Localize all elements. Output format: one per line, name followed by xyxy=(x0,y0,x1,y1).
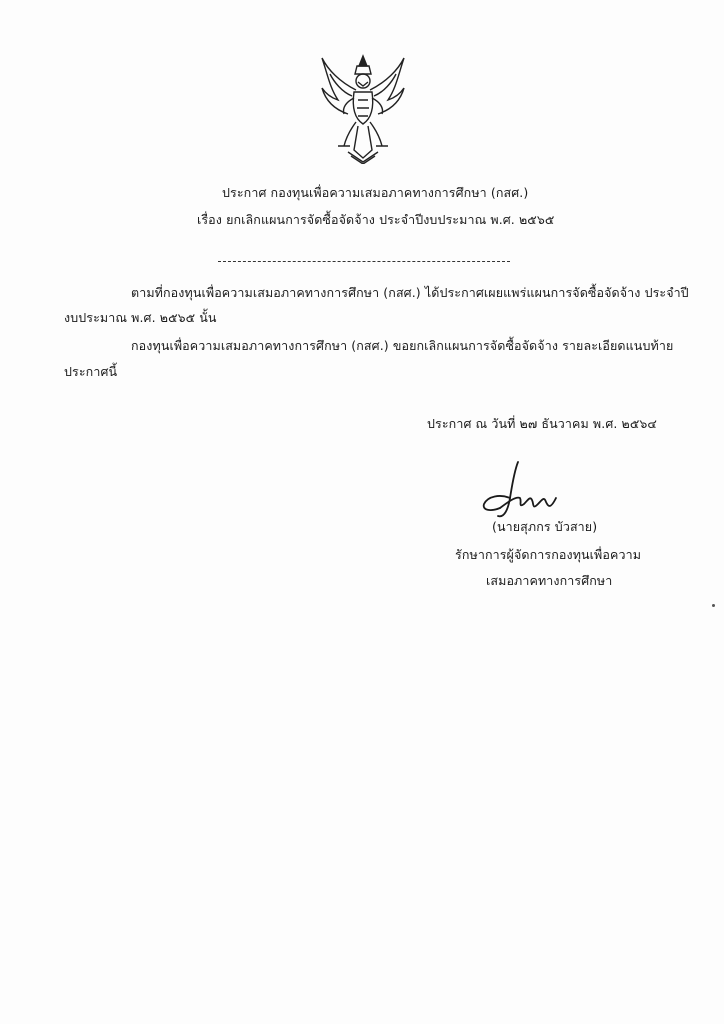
announcement-title: ประกาศ กองทุนเพื่อความเสมอภาคทางการศึกษา (กสศ.) xyxy=(222,185,529,200)
signer-position-line-1: รักษาการผู้จัดการกองทุนเพื่อความ xyxy=(455,547,642,562)
signer-name: (นายสุภกร บัวสาย) xyxy=(492,519,598,534)
paragraph-1-line-2: งบประมาณ พ.ศ. ๒๕๖๕ นั้น xyxy=(64,310,217,325)
scan-speck xyxy=(712,604,715,607)
dashed-divider xyxy=(218,261,510,262)
announcement-date: ประกาศ ณ วันที่ ๒๗ ธันวาคม พ.ศ. ๒๕๖๔ xyxy=(427,416,657,431)
paragraph-1-line-1: ตามที่กองทุนเพื่อความเสมอภาคทางการศึกษา (กสศ.) ได้ประกาศเผยแพร่แผนการจัดซื้อจัดจ้าง ประจำปี xyxy=(131,285,689,300)
paragraph-2-line-2: ประกาศนี้ xyxy=(64,364,118,379)
handwritten-signature-icon xyxy=(470,458,560,522)
announcement-subject: เรื่อง ยกเลิกแผนการจัดซื้อจัดจ้าง ประจำปีงบประมาณ พ.ศ. ๒๕๖๕ xyxy=(197,212,555,227)
paragraph-2-line-1: กองทุนเพื่อความเสมอภาคทางการศึกษา (กสศ.) ขอยกเลิกแผนการจัดซื้อจัดจ้าง รายละเอียดแนบท้าย xyxy=(131,338,674,353)
garuda-emblem-icon xyxy=(318,52,408,164)
signer-position-line-2: เสมอภาคทางการศึกษา xyxy=(486,573,613,588)
